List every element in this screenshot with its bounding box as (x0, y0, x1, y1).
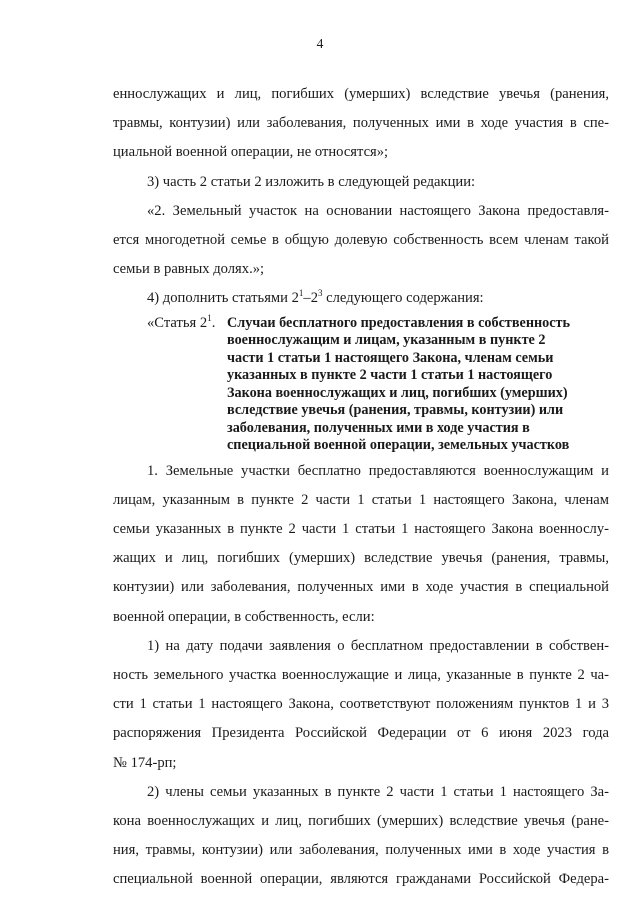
page-number: 4 (316, 36, 324, 51)
text-line: ния, травмы, контузии) или заболевания, полученных ими в ходе участия в (113, 842, 609, 859)
text-line: 1. Земельные участки бесплатно предоставляются военнослужащим и (147, 462, 609, 479)
article-label-dot: . (211, 314, 216, 331)
text-line: еннослужащих и лиц, погибших (умерших) вследствие увечья (ранения, (113, 86, 609, 102)
text-line: военной операции, в собственность, если: (113, 608, 375, 625)
text-line: кона военнослужащих и лиц, погибших (умерших) вследствие увечья (ране- (113, 813, 609, 830)
text-line: «2. Земельный участок на основании настоящего Закона предоставля- (147, 202, 609, 219)
text-line: 1) на дату подачи заявления о бесплатном предоставлении в собствен- (147, 637, 609, 654)
article-title (227, 315, 609, 455)
item4-suffix: следующего содержания: (322, 290, 484, 307)
paragraph-item-4 (113, 284, 609, 313)
item4-prefix: 4) дополнить статьями 2 (147, 290, 299, 307)
text-line: 3) часть 2 статьи 2 изложить в следующей редакции: (147, 173, 476, 190)
article-title-line: военнослужащим и лицам, указанным в пункте 2 (227, 332, 546, 349)
text-line: травмы, контузии) или заболевания, полученных ими в ходе участия в спе- (113, 115, 609, 132)
article-heading (113, 312, 609, 455)
paragraph-item-3 (113, 168, 609, 197)
article-title-line: заболевания, полученных ими в ходе участия в (227, 419, 530, 436)
text-line: сти 1 статьи 1 настоящего Закона, соответствуют положениям пунктов 1 и 3 (113, 696, 609, 713)
scan-artifact (318, 882, 324, 884)
text-line: жащих и лиц, погибших (умерших) вследствие увечья (ранения, травмы, (113, 550, 609, 567)
document-body (113, 80, 609, 895)
text-line (113, 284, 609, 313)
text-line: 2) члены семьи указанных в пункте 2 части 1 статьи 1 настоящего За- (147, 783, 609, 800)
article-title-line: Случаи бесплатного предоставления в собственность (227, 314, 571, 331)
item4-sup2: 3 (318, 288, 323, 299)
article-title-line: вследствие увечья (ранения, травмы, контузии) или (227, 402, 564, 419)
text-line: ность земельного участка военнослужащие и лица, указанные в пункте 2 ча- (113, 667, 609, 684)
text-line: контузии) или заболевания, полученных ими в ходе участия в специальной (113, 579, 609, 596)
paragraph-continuation (113, 80, 609, 168)
text-line: лицам, указанным в пункте 2 части 1 статьи 1 настоящего Закона, членам (113, 491, 609, 508)
text-line: циальной военной операции, не относятся»; (113, 144, 389, 161)
text-line: семьи в равных долях.»; (113, 261, 265, 278)
article-title-line: части 1 статьи 1 настоящего Закона, членам семьи (227, 349, 554, 366)
article-label-sup: 1 (207, 312, 212, 323)
paragraph-quote-2 (113, 197, 609, 285)
article-label (147, 312, 216, 333)
paragraph-3 (113, 778, 609, 895)
article-title-line: указанных в пункте 2 части 1 статьи 1 настоящего (227, 367, 553, 384)
text-line: № 174-рп; (113, 754, 177, 771)
article-title-line: специальной военной операции, земельных участков (227, 437, 570, 454)
item4-mid: –2 (303, 290, 318, 307)
article-label-text: «Статья 2 (147, 314, 208, 331)
paragraph-1 (113, 457, 609, 632)
paragraph-2 (113, 632, 609, 778)
article-title-line: Закона военнослужащих и лиц, погибших (умерших) (227, 384, 568, 401)
text-line: специальной военной операции, являются гражданами Российской Федера- (113, 871, 609, 888)
text-line: ется многодетной семье в общую долевую собственность всем членам такой (113, 232, 609, 249)
text-line: семьи указанных в пункте 2 части 1 статьи 1 настоящего Закона военнослу- (113, 521, 609, 538)
item4-sup1: 1 (298, 288, 304, 299)
text-line: распоряжения Президента Российской Федерации от 6 июня 2023 года (113, 725, 609, 742)
